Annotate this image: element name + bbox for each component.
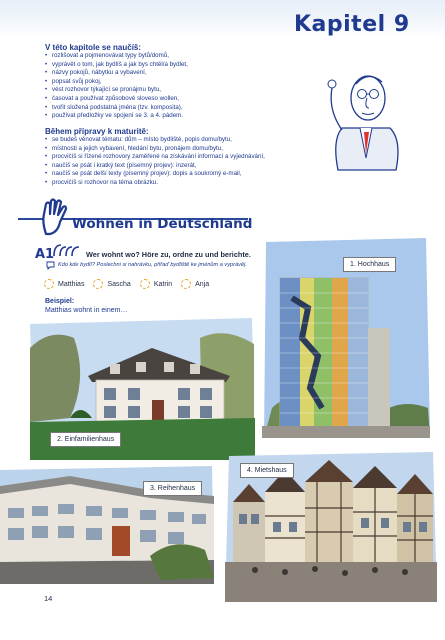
exam-item: • místnosti a jejich vybavení, hledání bytu, pronájem domu/bytu, bbox=[45, 145, 327, 154]
audio-track-icon[interactable] bbox=[52, 241, 82, 259]
name-sascha bbox=[93, 279, 130, 289]
example-label: Beispiel: bbox=[45, 298, 75, 305]
example-text: Matthias wohnt in einem… bbox=[45, 307, 128, 314]
intro-list bbox=[45, 52, 327, 121]
intro-item: • popsat svůj pokoj, bbox=[45, 78, 327, 87]
exercise-instruction: Wer wohnt wo? Höre zu, ordne zu und berichte. bbox=[86, 250, 251, 259]
exam-item: • naučíš se psát i kratký text (písemný projev): inzerát, bbox=[45, 162, 327, 171]
mascot-illustration bbox=[320, 40, 412, 180]
caption-mietshaus: 4. Mietshaus bbox=[240, 463, 294, 478]
intro-heading: V této kapitole se naučíš: bbox=[45, 43, 142, 52]
page-number: 14 bbox=[44, 594, 53, 603]
caption-reihenhaus: 3. Reihenhaus bbox=[143, 481, 202, 496]
caption-hochhaus: 1. Hochhaus bbox=[343, 257, 396, 272]
name-anja bbox=[181, 279, 209, 289]
chapter-title: Kapitel 9 bbox=[294, 12, 410, 37]
exam-heading: Během přípravy k maturitě: bbox=[45, 127, 149, 136]
name-katrin bbox=[140, 279, 172, 289]
name-label: Sascha bbox=[107, 280, 131, 288]
intro-item: • používat předložky ve spojení se 3. a 4. pádem. bbox=[45, 112, 327, 121]
sun-icon bbox=[44, 279, 54, 289]
name-label: Katrin bbox=[153, 280, 173, 288]
caption-einfamilienhaus: 2. Einfamilienhaus bbox=[50, 432, 121, 447]
sun-icon bbox=[140, 279, 150, 289]
exercise-sub-instruction: Kdo kde bydlí? Poslechni si nahrávku, přiřaď bydliště ke jménům a vyprávěj. bbox=[58, 262, 247, 268]
exam-item: • procvičíš si rozhovor na téma obrázku. bbox=[45, 179, 327, 188]
name-matthias bbox=[44, 279, 84, 289]
exercise-number: A1 bbox=[35, 247, 55, 262]
unit-title: Wohnen in Deutschland bbox=[72, 216, 253, 232]
exam-item: • naučíš se psát delší texty (písemný projev): dopis a soukromý e-mail, bbox=[45, 170, 327, 179]
name-label: Anja bbox=[195, 280, 210, 288]
exam-item: • procvičíš si řízené rozhovory zaměřené na získávání informací a vyjednávání, bbox=[45, 153, 327, 162]
hand-icon bbox=[38, 198, 72, 236]
sun-icon bbox=[93, 279, 103, 289]
exam-list bbox=[45, 136, 327, 188]
intro-item: • rozlišovat a pojmenovávat typy bytů/domů, bbox=[45, 52, 327, 61]
intro-item: • časovat a používat způsobové sloveso wollen, bbox=[45, 95, 327, 104]
intro-item: • názvy pokojů, nábytku a vybavení, bbox=[45, 69, 327, 78]
translation-info-icon bbox=[46, 261, 55, 270]
name-list bbox=[44, 279, 209, 289]
exam-item: • se budeš věnovat tématu: dům – místo bydlišté, popis domu/bytu, bbox=[45, 136, 327, 145]
intro-item: • tvořit složená podstatná jména (tzv. komposita), bbox=[45, 104, 327, 113]
intro-item: • vést rozhovor týkající se pronájmu bytu, bbox=[45, 86, 327, 95]
name-label: Matthias bbox=[58, 280, 85, 288]
intro-item: • vyprávět o tom, jak bydlíš a jak bys chtěl/a bydlet, bbox=[45, 61, 327, 70]
sun-icon bbox=[181, 279, 191, 289]
